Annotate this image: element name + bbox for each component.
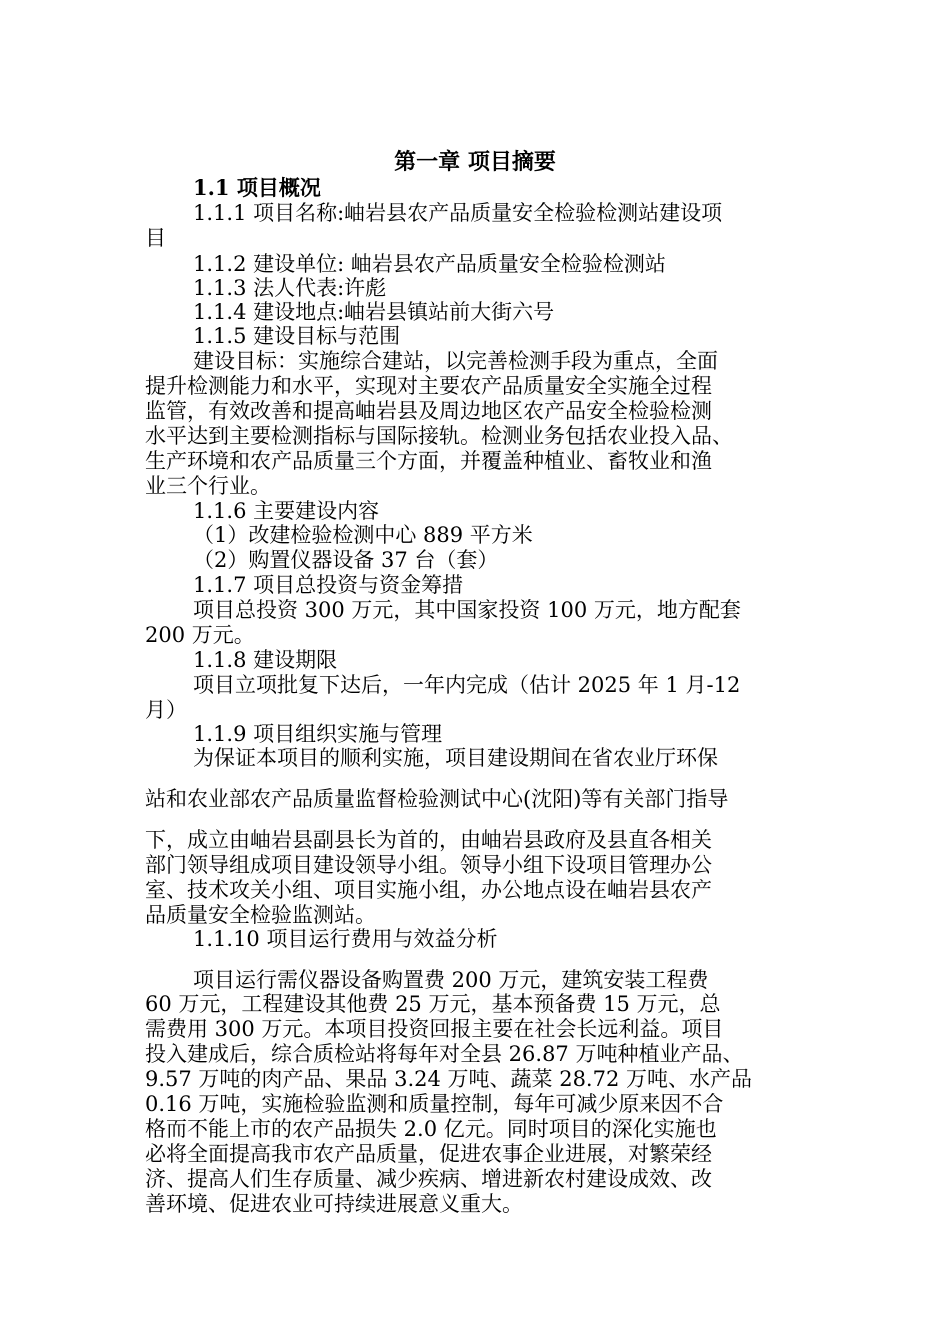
paragraph-line: 济、提高人们生存质量、减少疾病、增进新农村建设成效、改 bbox=[145, 1167, 712, 1191]
paragraph-line: 项目运行需仪器设备购置费 200 万元，建筑安装工程费 bbox=[193, 968, 709, 992]
paragraph-line: 品质量安全检验监测站。 bbox=[145, 903, 376, 927]
paragraph-line: 1.1.1 项目名称:岫岩县农产品质量安全检验检测站建设项 bbox=[193, 201, 723, 225]
paragraph-line: 提升检测能力和水平，实现对主要农产品质量安全实施全过程 bbox=[145, 374, 712, 398]
paragraph-line: 1.1.6 主要建设内容 bbox=[193, 499, 380, 523]
paragraph-line: 必将全面提高我市农产品质量，促进农事企业进展，对繁荣经 bbox=[145, 1142, 712, 1166]
paragraph-line: 1.1.9 项目组织实施与管理 bbox=[193, 722, 443, 746]
paragraph-line: 目 bbox=[145, 226, 166, 250]
paragraph-line: 月） bbox=[145, 698, 187, 722]
paragraph-line: 1.1.7 项目总投资与资金筹措 bbox=[193, 573, 464, 597]
section-heading: 1.1 项目概况 bbox=[193, 175, 321, 200]
paragraph-line: 9.57 万吨的肉产品、果品 3.24 万吨、蔬菜 28.72 万吨、水产品 bbox=[145, 1067, 753, 1091]
paragraph-line: 投入建成后，综合质检站将每年对全县 26.87 万吨种植业产品、 bbox=[145, 1042, 744, 1066]
paragraph-line: 1.1.5 建设目标与范围 bbox=[193, 324, 401, 348]
paragraph-line: 需费用 300 万元。本项目投资回报主要在社会长远利益。项目 bbox=[145, 1017, 724, 1041]
paragraph-line: 1.1.4 建设地点:岫岩县镇站前大街六号 bbox=[193, 300, 555, 324]
paragraph-line: （2）购置仪器设备 37 台（套） bbox=[193, 548, 499, 572]
chapter-title: 第一章 项目摘要 bbox=[394, 149, 556, 175]
paragraph-line: 业三个行业。 bbox=[145, 474, 271, 498]
paragraph-line: （1）改建检验检测中心 889 平方米 bbox=[193, 523, 533, 547]
paragraph-line: 下，成立由岫岩县副县长为首的，由岫岩县政府及县直各相关 bbox=[145, 828, 712, 852]
paragraph-line: 部门领导组成项目建设领导小组。领导小组下设项目管理办公 bbox=[145, 853, 712, 877]
paragraph-line: 为保证本项目的顺利实施，项目建设期间在省农业厅环保 bbox=[193, 746, 718, 770]
paragraph-line: 格而不能上市的农产品损失 2.0 亿元。同时项目的深化实施也 bbox=[145, 1117, 717, 1141]
paragraph-line: 水平达到主要检测指标与国际接轨。检测业务包括农业投入品、 bbox=[145, 424, 733, 448]
paragraph-line: 1.1.10 项目运行费用与效益分析 bbox=[193, 927, 498, 951]
paragraph-line: 监管，有效改善和提高岫岩县及周边地区农产品安全检验检测 bbox=[145, 399, 712, 423]
paragraph-line: 站和农业部农产品质量监督检验测试中心(沈阳)等有关部门指导 bbox=[145, 787, 729, 811]
paragraph-line: 生产环境和农产品质量三个方面，并覆盖种植业、畜牧业和渔 bbox=[145, 449, 712, 473]
paragraph-line: 60 万元，工程建设其他费 25 万元，基本预备费 15 万元，总 bbox=[145, 992, 721, 1016]
paragraph-line: 建设目标：实施综合建站，以完善检测手段为重点，全面 bbox=[193, 349, 718, 373]
paragraph-line: 室、技术攻关小组、项目实施小组，办公地点设在岫岩县农产 bbox=[145, 878, 712, 902]
paragraph-line: 善环境、促进农业可持续进展意义重大。 bbox=[145, 1192, 523, 1216]
paragraph-line: 1.1.8 建设期限 bbox=[193, 648, 338, 672]
paragraph-line: 0.16 万吨，实施检验监测和质量控制，每年可减少原来因不合 bbox=[145, 1092, 724, 1116]
paragraph-line: 1.1.3 法人代表:许彪 bbox=[193, 276, 387, 300]
paragraph-line: 1.1.2 建设单位: 岫岩县农产品质量安全检验检测站 bbox=[193, 252, 666, 276]
paragraph-line: 200 万元。 bbox=[145, 623, 255, 647]
paragraph-line: 项目总投资 300 万元，其中国家投资 100 万元，地方配套 bbox=[193, 598, 741, 622]
paragraph-line: 项目立项批复下达后，一年内完成（估计 2025 年 1 月-12 bbox=[193, 673, 741, 697]
